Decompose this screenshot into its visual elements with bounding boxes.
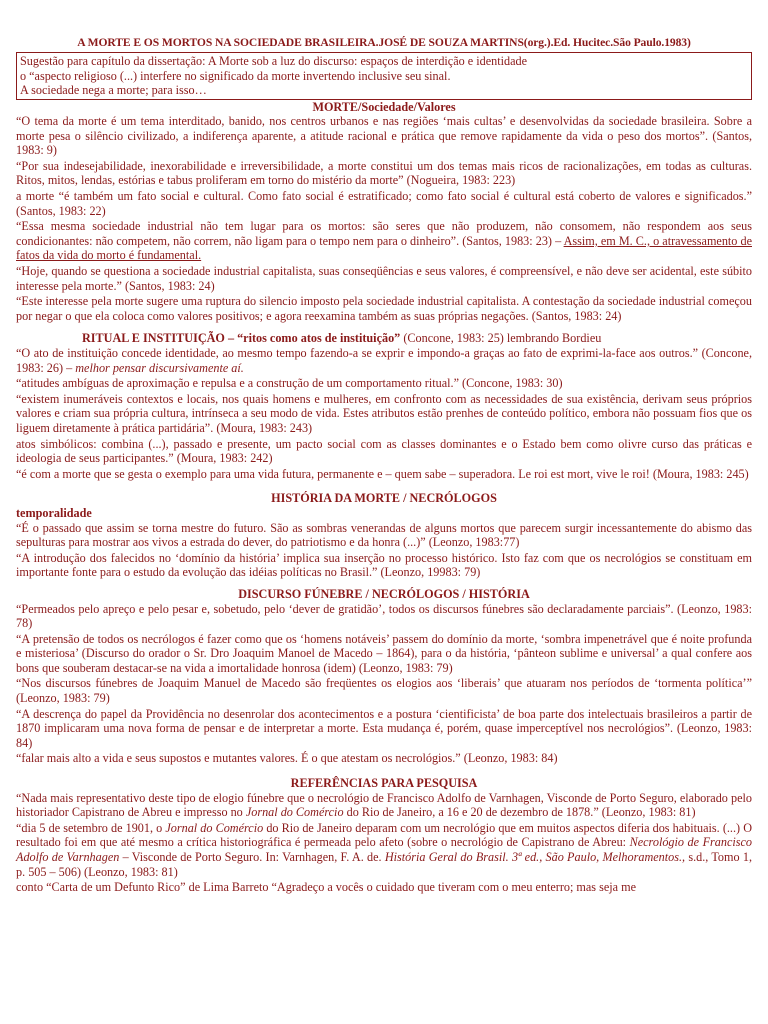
- text-run: “Nada mais representativo deste tipo de elogio fúnebre que o necrológio de Francisco Adolfo de Varnhagen, Visconde de Porto Seguro, elaborado pelo historiador Capistrano de Abreu e impresso no: [16, 790, 752, 820]
- section-heading-discurso: DISCURSO FÚNEBRE / NECRÓLOGOS / HISTÓRIA: [238, 586, 530, 601]
- heading-rest: (Concone, 1983: 25) lembrando Bordieu: [400, 331, 602, 346]
- paragraph: “Hoje, quando se questiona a sociedade industrial capitalista, suas conseqüências e seus valores, é compreensível, e não deve ser acidental, este súbito interesse pela morte.” (Santos, 1983: 24): [16, 264, 752, 293]
- paragraph: “O tema da morte é um tema interditado, banido, nos centros urbanos e nas regiões ‘mais cultas’ e desenvolvidas da sociedade brasileira. Sobre a morte pesa o silêncio civilizado, a indiferença aparente, a atitude racional e prática que remove rapidamente da vida o peso dos mortos”. (Santos, 1983: 9): [16, 114, 752, 158]
- paragraph: “Este interesse pela morte sugere uma ruptura do silencio imposto pela sociedade industrial capitalista. A contestação da sociedade industrial começou por negar o que ela coloca como valores positivos; e agora reexamina também as suas próprias negações. (Santos, 1983: 24): [16, 294, 752, 323]
- suggestion-line: A sociedade nega a morte; para isso…: [20, 83, 207, 97]
- underlined-note: Assim, em M. C., o atravessamento de fatos da vida do morto é fundamental.: [16, 233, 752, 263]
- paragraph: [16, 346, 752, 375]
- suggestion-box: [16, 52, 752, 100]
- italic-title: Jornal do Comércio: [165, 820, 264, 835]
- page-title: A MORTE E OS MORTOS NA SOCIEDADE BRASILEIRA.JOSÉ DE SOUZA MARTINS(org.).Ed. Hucitec.São Paulo.1983): [77, 36, 691, 49]
- paragraph: “atitudes ambíguas de aproximação e repulsa e a construção de um comportamento ritual.” (Concone, 1983: 30): [16, 376, 563, 391]
- section-heading-historia: HISTÓRIA DA MORTE / NECRÓLOGOS: [271, 491, 497, 506]
- section-heading-referencias: REFERÊNCIAS PARA PESQUISA: [290, 776, 478, 791]
- text-run: “dia 5 de setembro de 1901, o: [16, 820, 166, 835]
- paragraph: “Nos discursos fúnebres de Joaquim Manuel de Macedo são freqüentes os elogios aos ‘liberais’ que atuaram nos períodos de ‘tormenta política’” (Leonzo, 1983: 79): [16, 676, 752, 706]
- paragraph: “A descrença do papel da Providência no desenrolar dos acontecimentos e a postura ‘cientificista’ de boa parte dos intelectuais brasileiros a partir de 1870 implicaram uma nova forma de pensar e de interpretar a morte. Esta mudança é, porém, quase imperceptível nos necrológios”. (Leonzo, 1983: 84): [16, 706, 752, 750]
- paragraph: atos simbólicos: combina (...), passado e presente, um pacto social com as classes dominantes e o Estado bem como olivre curso das práticas e ideologia de seus participantes.” (Moura, 1983: 242): [16, 436, 752, 466]
- subheading-temporalidade: temporalidade: [16, 505, 92, 520]
- text-run: do Rio de Janeiro, a 16 e 20 de dezembro de 1878.” (Leonzo, 1983: 81): [343, 805, 696, 820]
- text-run: do Rio de Janeiro deparam com um necrológio que em muitos aspectos diferia dos habituais. (...) O resultado foi em que até mesmo a crítica historiográfica é permeada pelo afeto (sobre o necrológio de Capistrano de Abreu:: [16, 820, 752, 850]
- text-run: s.d., Tomo 1, p. 505 – 506) (Leonzo, 1983: 81): [16, 850, 752, 879]
- paragraph: a morte “é também um fato social e cultural. Como fato social é estratificado; como fato social é cultural está coberto de valores e significados.” (Santos, 1983: 22): [16, 189, 752, 218]
- paragraph: [16, 791, 752, 820]
- italic-title: Jornal do Comércio: [245, 805, 344, 820]
- section-heading-morte: MORTE/Sociedade/Valores: [312, 99, 456, 114]
- suggestion-line: o “aspecto religioso (...) interfere no significado da morte invertendo inclusive seu sinal.: [20, 68, 451, 83]
- paragraph: “A introdução dos falecidos no ‘domínio da história’ implica sua inserção no processo histórico. Isto faz com que os necrológios se constituam em importante fonte para o estudo da evolução das idéias políticas no Brasil.” (Leonzo, 19983: 79): [16, 550, 752, 580]
- quote-text: “O ato de instituição concede identidade, ao mesmo tempo fazendo-a se exprir e impondo-a graças ao fato de exprimi-la-face aos outros.” (Concone, 1983: 26) –: [16, 346, 752, 375]
- paragraph: “falar mais alto a vida e seus supostos e mutantes valores. É o que atestam os necrológios.” (Leonzo, 1983: 84): [16, 751, 558, 766]
- section-heading-ritual: [16, 331, 752, 346]
- paragraph: [16, 821, 752, 879]
- suggestion-line: Sugestão para capítulo da dissertação: A Morte sob a luz do discurso: espaços de interdição e identidade: [20, 54, 527, 68]
- italic-note: melhor pensar discursivamente aí.: [75, 360, 244, 375]
- paragraph: “existem inumeráveis contextos e locais, nos quais homens e mulheres, em confronto com as necessidades de sua existência, derivam seus próprios valores e criam sua própria cultura, intrínseca a seu modo de vida. Estes atributos estão prenhes de conteúdo político, embora não possuam fios que os liguem diretamente à prática partidária”. (Moura, 1983: 243): [16, 391, 752, 435]
- paragraph: [16, 219, 752, 263]
- italic-title: História Geral do Brasil. 3ª ed., São Paulo, Melhoramentos.,: [384, 850, 686, 864]
- paragraph: “A pretensão de todos os necrólogos é fazer como que os ‘homens notáveis’ passem do domínio da morte, ‘sombra impenetrável que é noite profunda e misteriosa’ (Discurso do orador o Sr. Dro Joaquim Manoel de Macedo – 1864), para o da história, ‘pânteon sublime e universal’ a qual confere aos bons que souberam destacar-se na vida a imortalidade honrosa (idem) (Leonzo, 1983: 79): [16, 631, 752, 675]
- paragraph: “Por sua indesejabilidade, inexorabilidade e irreversibilidade, a morte constitui um dos temas mais ricos de racionalizações, em todas as culturas. Ritos, mitos, lendas, estórias e tabus proliferam em torno do mistério da morte” (Nogueira, 1983: 223): [16, 158, 752, 188]
- quote-text: “Essa mesma sociedade industrial não tem lugar para os mortos: são seres que não produzem, não consomem, não respondem aos seus condicionantes: não competem, não correm, não ligam para o tempo nem para o dinheiro”. (Santos, 1983: 23) –: [16, 219, 752, 248]
- paragraph: “é com a morte que se gesta o exemplo para uma vida futura, permanente e – quem sabe – superadora. Le roi est mort, vive le roi! (Moura, 1983: 245): [16, 466, 749, 481]
- document-page: [16, 0, 752, 895]
- paragraph: “Permeados pelo apreço e pelo pesar e, sobetudo, pelo ‘dever de gratidão’, todos os discursos fúnebres são declaradamente parciais”. (Leonzo, 1983: 78): [16, 601, 752, 631]
- heading-bold: RITUAL E INSTITUIÇÃO – “ritos como atos de instituição”: [82, 331, 401, 346]
- italic-title: Necrológio de Francisco Adolfo de Varnhagen: [16, 835, 752, 864]
- text-run: – Visconde de Porto Seguro. In: Varnhagen, F. A. de.: [119, 850, 385, 864]
- paragraph: “É o passado que assim se torna mestre do futuro. São as sombras venerandas de alguns mortos que parecem surgir incessantemente do abismo das sepulturas para mostrar aos vivos a estrada do dever, do patriotismo e da honra (...)” (Leonzo, 1983:77): [16, 520, 752, 550]
- paragraph: conto “Carta de um Defunto Rico” de Lima Barreto “Agradeço a vocês o cuidado que tiveram com o meu enterro; mas seja me: [16, 880, 636, 895]
